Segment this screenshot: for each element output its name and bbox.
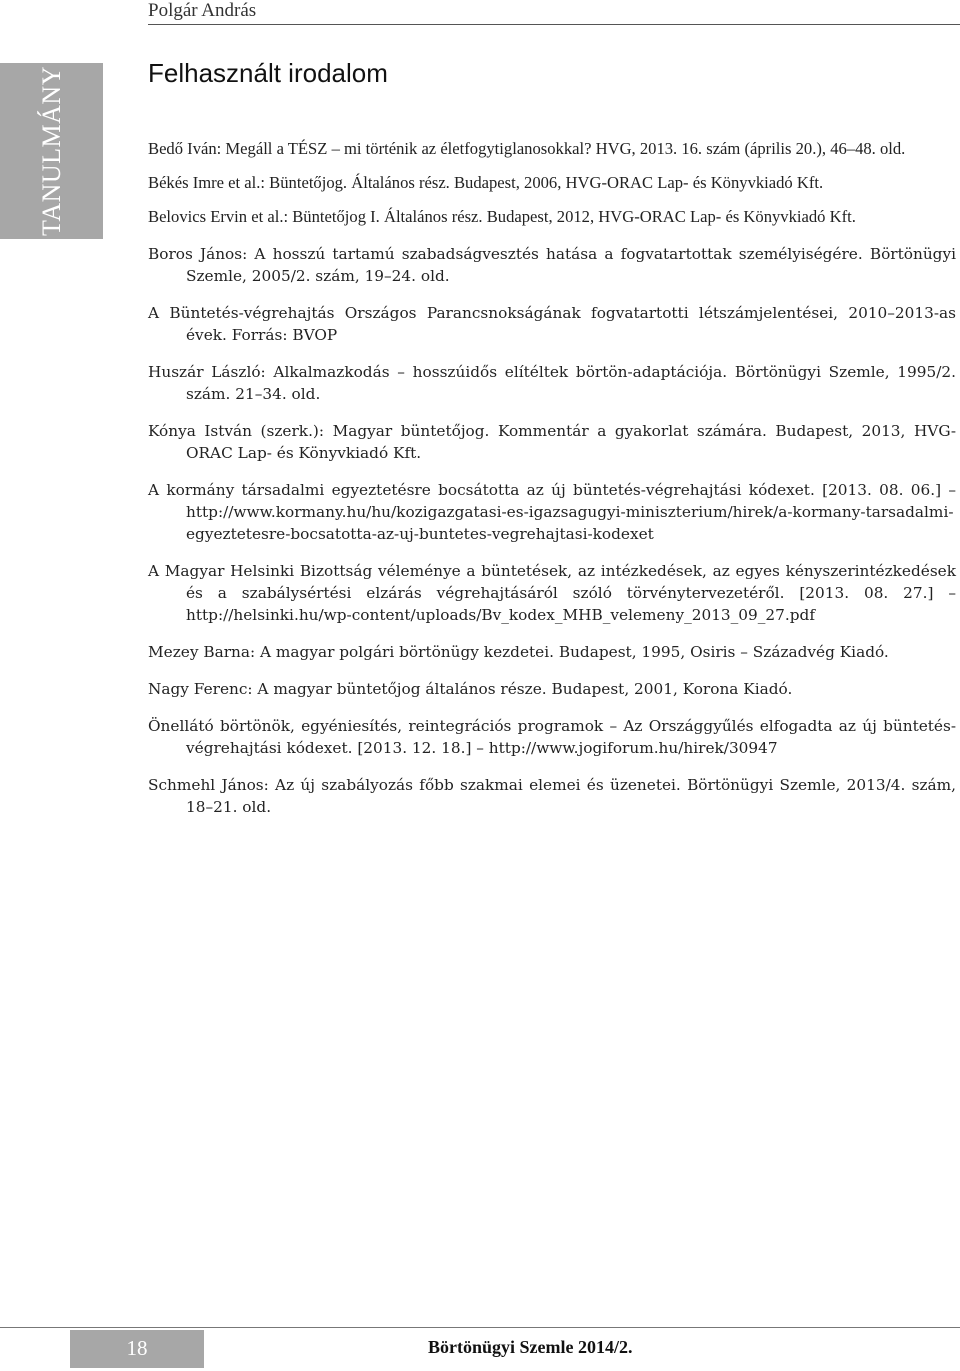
reference-item: Schmehl János: Az új szabályozás főbb szakmai elemei és üzenetei. Börtönügyi Szemle, 2013/4. szám, 18–21. old. [148,776,956,816]
footer-divider [0,1327,960,1328]
footer-journal-title: Börtönügyi Szemle 2014/2. [428,1337,633,1357]
reference-item: Boros János: A hosszú tartamú szabadságvesztés hatása a fogvatartottak személyiségére. Börtönügyi Szemle, 2005/2. szám, 19–24. old. [148,245,956,285]
reference-item: Békés Imre et al.: Büntetőjog. Általános rész. Budapest, 2006, HVG-ORAC Lap- és Könyvkiadó Kft. [148,173,824,192]
reference-item: Nagy Ferenc: A magyar büntetőjog általános része. Budapest, 2001, Korona Kiadó. [148,680,793,698]
reference-list [148,138,956,833]
page-number-box [70,1330,204,1368]
reference-item: A kormány társadalmi egyeztetésre bocsátotta az új büntetés-végrehajtási kódexet. [2013. 08. 06.] – http://www.kormany.hu/hu/kozigazgatasi-es-igazsagugyi-miniszterium/hirek/a-kormany-tarsadalmi-egyeztetesre-bocsatotta-az-uj-buntetes-vegrehajtasi-kodexet [148,481,956,543]
page-number: 18 [126,1336,148,1360]
reference-item: Belovics Ervin et al.: Büntetőjog I. Általános rész. Budapest, 2012, HVG-ORAC Lap- és Könyvkiadó Kft. [148,207,856,226]
reference-item: Bedő Iván: Megáll a TÉSZ – mi történik az életfogytiglanosokkal? HVG, 2013. 16. szám (április 20.), 46–48. old. [148,139,906,158]
reference-item: A Magyar Helsinki Bizottság véleménye a büntetések, az intézkedések, az egyes kényszerintézkedések és a szabálysértési elzárás végrehajtásáról szóló törvénytervezetéről. [2013. 08. 27.] – http://helsinki.hu/wp-content/uploads/Bv_kodex_MHB_velemeny_2013_09_27.pdf [148,562,956,624]
reference-item: Mezey Barna: A magyar polgári börtönügy kezdetei. Budapest, 1995, Osiris – Századvég Kiadó. [148,643,889,661]
reference-item: A Büntetés-végrehajtás Országos Parancsnokságának fogvatartotti létszámjelentései, 2010–2013-as évek. Forrás: BVOP [148,304,956,344]
reference-item: Huszár László: Alkalmazkodás – hosszúidős elítéltek börtön-adaptációja. Börtönügyi Szemle, 1995/2. szám. 21–34. old. [148,363,956,403]
side-tab-label: TANULMÁNY [36,66,66,236]
reference-item: Önellátó börtönök, egyéniesítés, reintegrációs programok – Az Országgyűlés elfogadta az új büntetés-végrehajtási kódexet. [2013. 12. 18.] – http://www.jogiforum.hu/hirek/30947 [148,717,956,757]
section-title: Felhasznált irodalom [148,58,388,88]
reference-item: Kónya István (szerk.): Magyar büntetőjog. Kommentár a gyakorlat számára. Budapest, 2013, HVG-ORAC Lap- és Könyvkiadó Kft. [148,422,956,462]
header-divider [148,24,960,25]
section-side-tab [0,63,103,239]
running-header-author: Polgár András [148,0,257,21]
